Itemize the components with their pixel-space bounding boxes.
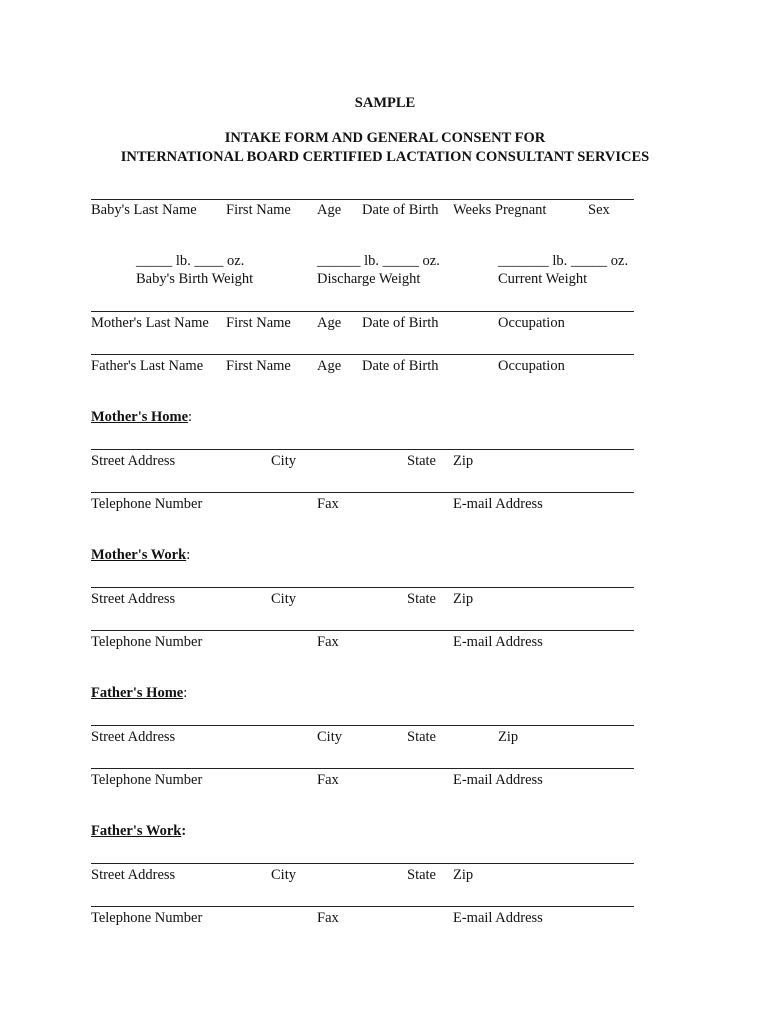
mothers-work-heading-text: Mother's Work — [91, 547, 187, 563]
fh-city-label: City — [317, 729, 342, 745]
mw-fax-label: Fax — [317, 634, 339, 650]
fathers-work-heading-text: Father's Work — [91, 823, 182, 839]
mw-email-label: E-mail Address — [453, 634, 543, 650]
mh-street-label: Street Address — [91, 453, 176, 469]
mothers-home-colon: : — [188, 409, 193, 425]
baby-last-name-label: Baby's Last Name — [91, 202, 197, 218]
fw-telephone-label: Telephone Number — [91, 910, 203, 926]
fw-fax-label: Fax — [317, 910, 339, 926]
baby-info-line[interactable] — [91, 199, 634, 200]
fh-street-label: Street Address — [91, 729, 176, 745]
mothers-work-contact-line[interactable] — [91, 630, 634, 631]
fathers-home-address-line[interactable] — [91, 725, 634, 726]
mw-city-label: City — [271, 591, 296, 607]
baby-dob-label: Date of Birth — [362, 202, 439, 218]
mothers-work-colon: : — [186, 547, 191, 563]
fathers-home-heading — [91, 685, 187, 701]
father-first-name-label: First Name — [226, 358, 291, 374]
father-dob-label: Date of Birth — [362, 358, 439, 374]
sex-label: Sex — [588, 202, 610, 218]
weeks-pregnant-label: Weeks Pregnant — [453, 202, 547, 218]
father-last-name-label: Father's Last Name — [91, 358, 204, 374]
mh-telephone-label: Telephone Number — [91, 496, 203, 512]
mothers-work-heading — [91, 547, 190, 563]
form-title-line1: INTAKE FORM AND GENERAL CONSENT FOR — [224, 130, 546, 146]
mother-occupation-label: Occupation — [498, 315, 565, 331]
fh-email-label: E-mail Address — [453, 772, 543, 788]
current-weight-blank[interactable]: _______ lb. _____ oz. — [498, 253, 629, 269]
baby-age-label: Age — [317, 202, 342, 218]
fh-zip-label: Zip — [498, 729, 519, 745]
fathers-home-heading-text: Father's Home — [91, 685, 184, 701]
mh-fax-label: Fax — [317, 496, 339, 512]
mw-state-label: State — [407, 591, 436, 607]
fw-email-label: E-mail Address — [453, 910, 543, 926]
father-age-label: Age — [317, 358, 342, 374]
mother-info-line[interactable] — [91, 311, 634, 312]
father-occupation-label: Occupation — [498, 358, 565, 374]
fh-telephone-label: Telephone Number — [91, 772, 203, 788]
mothers-home-heading — [91, 409, 192, 425]
mothers-home-address-line[interactable] — [91, 449, 634, 450]
fathers-work-heading — [91, 823, 186, 839]
fw-zip-label: Zip — [453, 867, 474, 883]
mother-dob-label: Date of Birth — [362, 315, 439, 331]
mh-state-label: State — [407, 453, 436, 469]
mh-city-label: City — [271, 453, 296, 469]
fw-state-label: State — [407, 867, 436, 883]
fw-street-label: Street Address — [91, 867, 176, 883]
fathers-work-colon: : — [181, 823, 187, 839]
fw-city-label: City — [271, 867, 296, 883]
mw-telephone-label: Telephone Number — [91, 634, 203, 650]
birth-weight-label: Baby's Birth Weight — [136, 271, 254, 287]
mh-zip-label: Zip — [453, 453, 474, 469]
father-info-line[interactable] — [91, 354, 634, 355]
discharge-weight-label: Discharge Weight — [317, 271, 421, 287]
mother-first-name-label: First Name — [226, 315, 291, 331]
mothers-home-contact-line[interactable] — [91, 492, 634, 493]
mothers-work-address-line[interactable] — [91, 587, 634, 588]
baby-first-name-label: First Name — [226, 202, 291, 218]
sample-label: SAMPLE — [354, 95, 416, 111]
current-weight-label: Current Weight — [498, 271, 588, 287]
mother-last-name-label: Mother's Last Name — [91, 315, 209, 331]
mw-zip-label: Zip — [453, 591, 474, 607]
birth-weight-blank[interactable]: _____ lb. ____ oz. — [136, 253, 245, 269]
fh-fax-label: Fax — [317, 772, 339, 788]
fh-state-label: State — [407, 729, 436, 745]
mh-email-label: E-mail Address — [453, 496, 543, 512]
discharge-weight-blank[interactable]: ______ lb. _____ oz. — [317, 253, 440, 269]
fathers-work-contact-line[interactable] — [91, 906, 634, 907]
fathers-home-contact-line[interactable] — [91, 768, 634, 769]
mw-street-label: Street Address — [91, 591, 176, 607]
mothers-home-heading-text: Mother's Home — [91, 409, 189, 425]
mother-age-label: Age — [317, 315, 342, 331]
form-title-line2: INTERNATIONAL BOARD CERTIFIED LACTATION CONSULTANT SERVICES — [120, 149, 650, 165]
fathers-home-colon: : — [183, 685, 188, 701]
fathers-work-address-line[interactable] — [91, 863, 634, 864]
